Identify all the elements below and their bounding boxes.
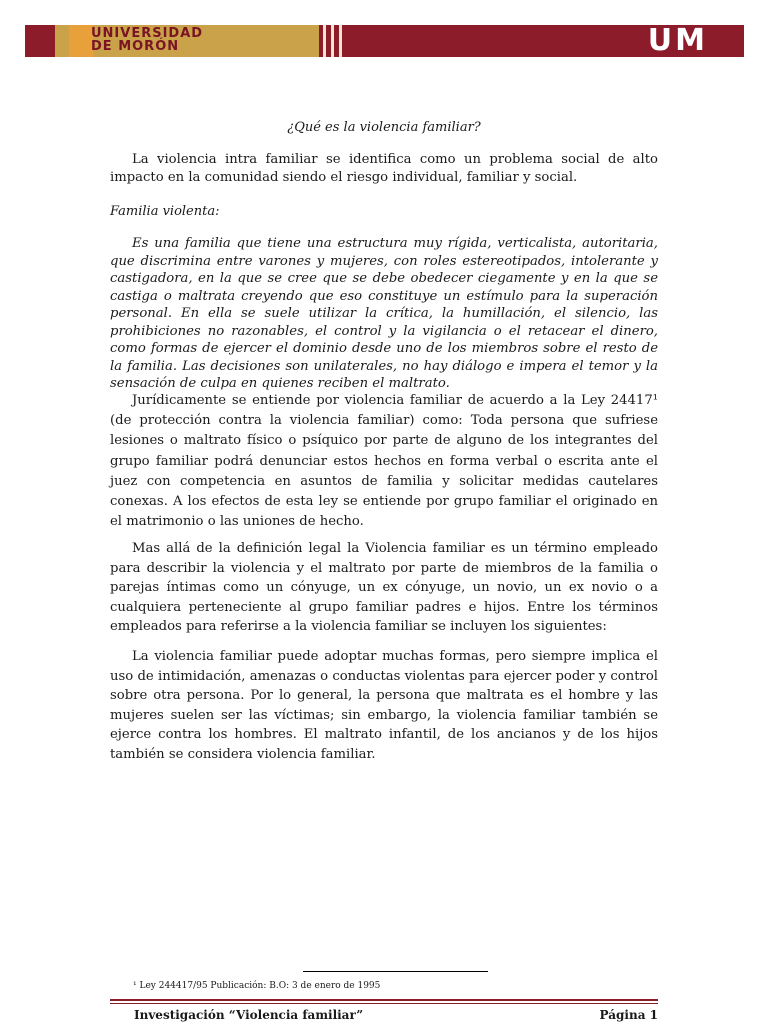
footnote: ¹ Ley 244417/95 Publicación: B.O: 3 de enero de 1995 xyxy=(133,981,381,991)
legal-paragraph: Jurídicamente se entiende por violencia familiar de acuerdo a la Ley 24417¹ (de protección contra la violencia familiar) como: Toda persona que sufriese lesiones o maltrato físico o psíquico por parte de alguno de los integrantes del grupo familiar podrá denunciar estos hechos en forma verbal o escrita ante el juez con competencia en asuntos de familia y solicitar medidas cautelares conexas. A los efectos de esta ley se entiende por grupo familiar el originado en el matrimonio o las uniones de hecho. xyxy=(110,393,658,530)
document-title: ¿Qué es la violencia familiar? xyxy=(287,120,481,135)
logo-text xyxy=(91,27,203,53)
logo-line-1: UNIVERSIDAD xyxy=(91,26,204,41)
footer-title: Investigación “Violencia familiar” xyxy=(134,1008,364,1022)
footer-rule xyxy=(110,999,658,1001)
forms-paragraph: La violencia familiar puede adoptar muchas formas, pero siempre implica el uso de intimidación, amenazas o conductas violentas para ejercer poder y control sobre otra persona. Por lo general, la persona que maltrata es el hombre y las mujeres suelen ser las víctimas; sin embargo, la violencia familiar también se ejerce contra los hombres. El maltrato infantil, de los ancianos y de los hijos también se considera violencia familiar. xyxy=(110,649,658,762)
um-logo: UM xyxy=(647,23,708,58)
banner-stripe xyxy=(55,25,69,57)
logo-square xyxy=(69,25,93,57)
footer-rule-thin xyxy=(110,1003,658,1004)
logo-line-2: DE MORÓN xyxy=(91,39,180,54)
page-number: Página 1 xyxy=(599,1008,658,1022)
family-paragraph: Es una familia que tiene una estructura muy rígida, verticalista, autoritaria, que discrimina entre varones y mujeres, con roles estereotipados, intolerante y castigadora, en la que se cree que se debe obedecer ciegamente y en la que se castiga o maltrata creyendo que eso constituye un estímulo para la superación personal. En ella se suele utilizar la crítica, la humillación, el silencio, las prohibiciones no razonables, el control y la vigilancia o el retacear el dinero, como formas de ejercer el dominio desde uno de los miembros sobre el resto de la familia. Las decisiones son unilaterales, no hay diálogo e impera el temor y la sensación de culpa en quienes reciben el maltrato. xyxy=(110,236,658,391)
subheading-violent-family: Familia violenta: xyxy=(110,204,220,219)
beyond-paragraph: Mas allá de la definición legal la Violencia familiar es un término empleado para describir la violencia y el maltrato por parte de miembros de la familia o parejas íntimas como un cónyuge, un ex cónyuge, un novio, un ex novio o a cualquiera perteneciente al grupo familiar padres e hijos. Entre los términos empleados para referirse a la violencia familiar se incluyen los siguientes: xyxy=(110,541,658,634)
intro-paragraph: La violencia intra familiar se identifica como un problema social de alto impacto en la comunidad siendo el riesgo individual, familiar y social. xyxy=(110,152,658,185)
footnote-rule xyxy=(303,971,488,972)
university-banner xyxy=(25,25,744,57)
